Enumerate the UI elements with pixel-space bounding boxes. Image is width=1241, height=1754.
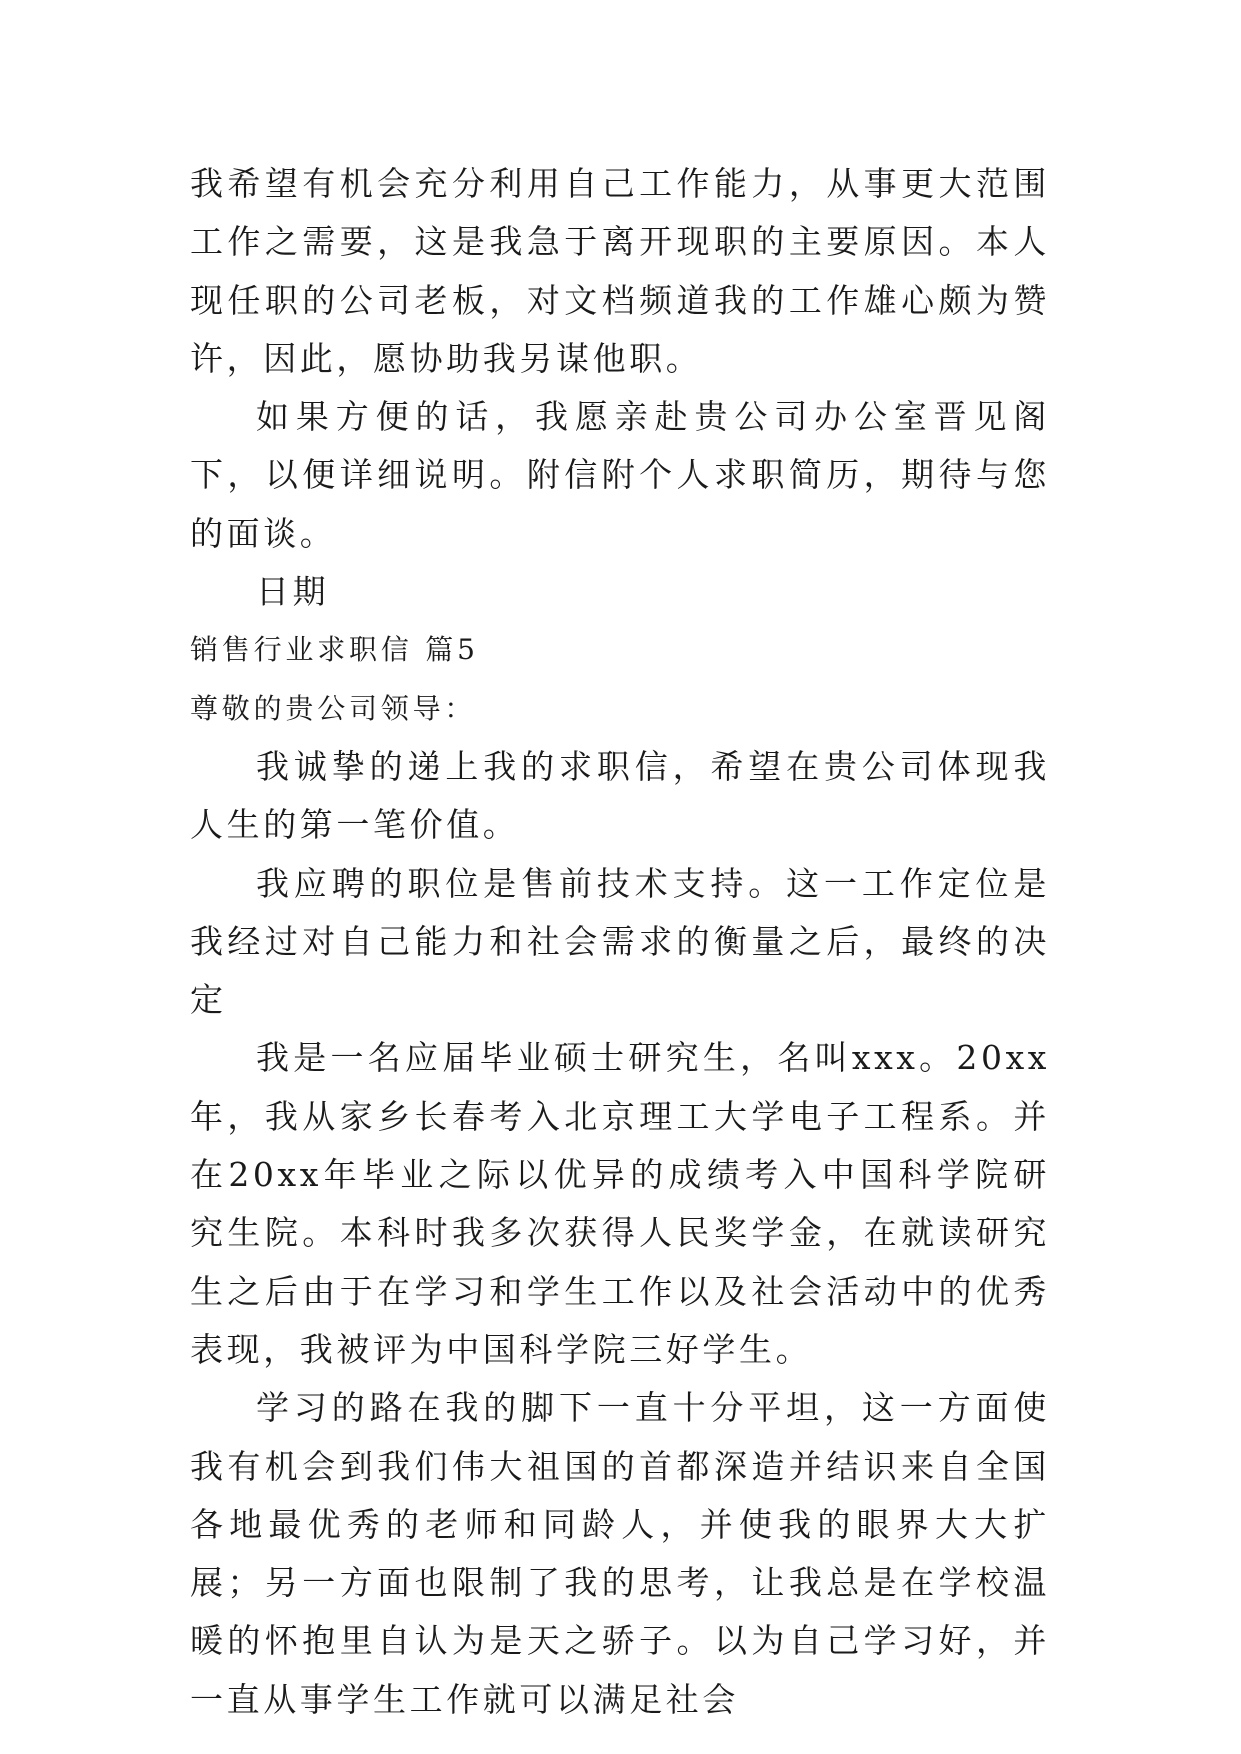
paragraph-4: 我应聘的职位是售前技术支持。这一工作定位是我经过对自己能力和社会需求的衡量之后，最终的决定 bbox=[190, 863, 1050, 1020]
paragraph-6: 学习的路在我的脚下一直十分平坦，这一方面使我有机会到我们伟大祖国的首都深造并结识来自全国各地最优秀的老师和同龄人，并使我的眼界大大扩展；另一方面也限制了我的思考，让我总是在学校温暖的怀抱里自认为是天之骄子。以为自己学习好，并一直从事学生工作就可以满足社会 bbox=[190, 1388, 1050, 1719]
paragraph-2: 如果方便的话，我愿亲赴贵公司办公室晋见阁下，以便详细说明。附信附个人求职简历，期待与您的面谈。 bbox=[190, 397, 1050, 553]
paragraph-3: 我诚挚的递上我的求职信，希望在贵公司体现我人生的第一笔价值。 bbox=[190, 746, 1050, 845]
paragraph-5: 我是一名应届毕业硕士研究生，名叫xxx。20xx年，我从家乡长春考入北京理工大学电子工程系。并在20xx年毕业之际以优异的成绩考入中国科学院研究生院。本科时我多次获得人民奖学金，在就读研究生之后由于在学习和学生工作以及社会活动中的优秀表现，我被评为中国科学院三好学生。 bbox=[190, 1038, 1050, 1369]
date-line: 日期 bbox=[256, 572, 330, 612]
document-body bbox=[190, 155, 1050, 1729]
section-heading: 销售行业求职信 篇5 bbox=[190, 633, 479, 667]
paragraph-1: 我希望有机会充分利用自己工作能力，从事更大范围工作之需要，这是我急于离开现职的主要原因。本人现任职的公司老板，对文档频道我的工作雄心颇为赞许，因此，愿协助我另谋他职。 bbox=[190, 164, 1050, 378]
salutation: 尊敬的贵公司领导： bbox=[190, 691, 477, 725]
